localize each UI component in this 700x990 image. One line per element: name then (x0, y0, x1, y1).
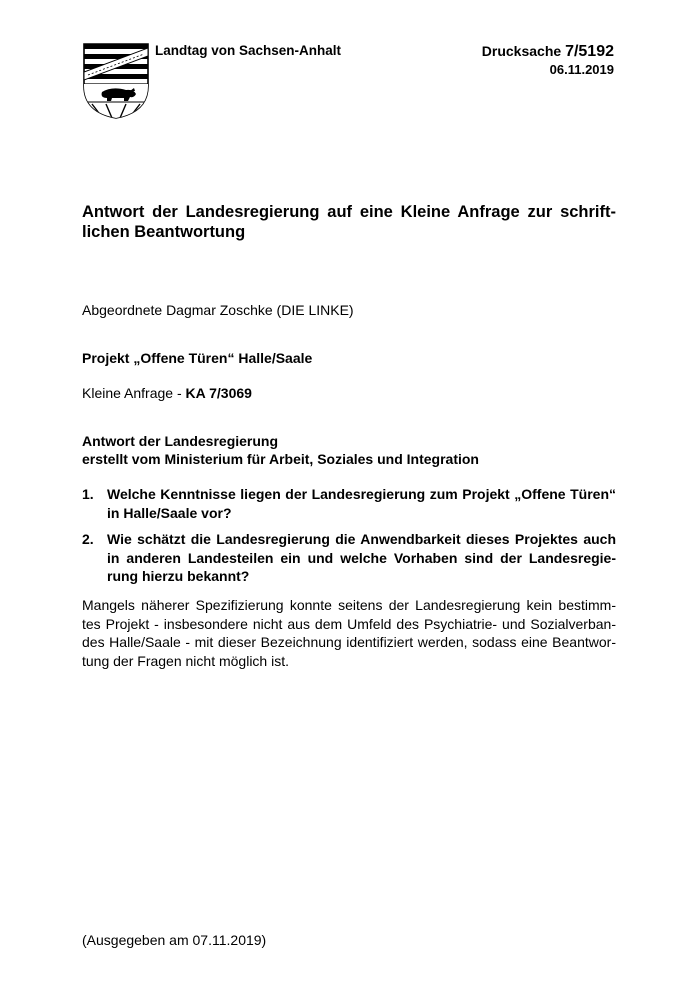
question-line: rung hierzu bekannt? (107, 568, 250, 584)
page-title (82, 202, 616, 242)
answer-text (82, 596, 616, 670)
answer-line: tes Projekt - insbesondere nicht aus dem Umfeld des Psychiatrie- und Sozialverban- (82, 615, 616, 632)
document-number (482, 43, 614, 61)
answer-heading (82, 432, 479, 468)
question-line: Welche Kenntnisse liegen der Landesregierung zum Projekt „Offene Türen“ (107, 486, 616, 502)
question-item (82, 530, 616, 586)
question-line: in anderen Landesteilen ein und welche Vorhaben sind der Landesregie- (107, 549, 616, 566)
answer-line: des Halle/Saale - mit dieser Bezeichnung identifiziert werden, sodass eine Beantwor- (82, 634, 616, 650)
question-line: in Halle/Saale vor? (107, 504, 232, 521)
deputy-name: Abgeordnete Dagmar Zoschke (DIE LINKE) (82, 302, 354, 318)
parliament-name: Landtag von Sachsen-Anhalt (155, 43, 342, 58)
question-line: Wie schätzt die Landesregierung die Anwendbarkeit dieses Projektes auch (107, 531, 616, 547)
document-number-label: Drucksache (481, 43, 562, 59)
answer-heading-line: Antwort der Landesregierung (82, 433, 279, 449)
inquiry-subject: Projekt „Offene Türen“ Halle/Saale (82, 350, 313, 366)
question-text (107, 485, 616, 522)
question-item (82, 485, 616, 522)
document-number-value: 7/5192 (565, 43, 614, 60)
inquiry-number: KA 7/3069 (185, 385, 252, 401)
answer-line: Mangels näherer Spezifizierung konnte seitens der Landesregierung kein bestimm- (82, 597, 616, 613)
answer-line: tung der Fragen nicht möglich ist. (82, 652, 289, 669)
question-number: 1. (82, 486, 94, 502)
inquiry-reference (82, 385, 252, 401)
page-title-line: lichen Beantwortung (82, 223, 246, 241)
question-number: 2. (82, 531, 94, 547)
question-text (107, 530, 616, 586)
inquiry-prefix: Kleine Anfrage - (82, 385, 186, 401)
page-title-line: Antwort der Landesregierung auf eine Kleine Anfrage zur schrift- (82, 203, 616, 221)
document-date: 06.11.2019 (549, 62, 614, 77)
issue-date: (Ausgegeben am 07.11.2019) (82, 932, 267, 948)
answer-heading-line: erstellt vom Ministerium für Arbeit, Soziales und Integration (82, 451, 479, 467)
coat-of-arms-icon (82, 42, 150, 120)
